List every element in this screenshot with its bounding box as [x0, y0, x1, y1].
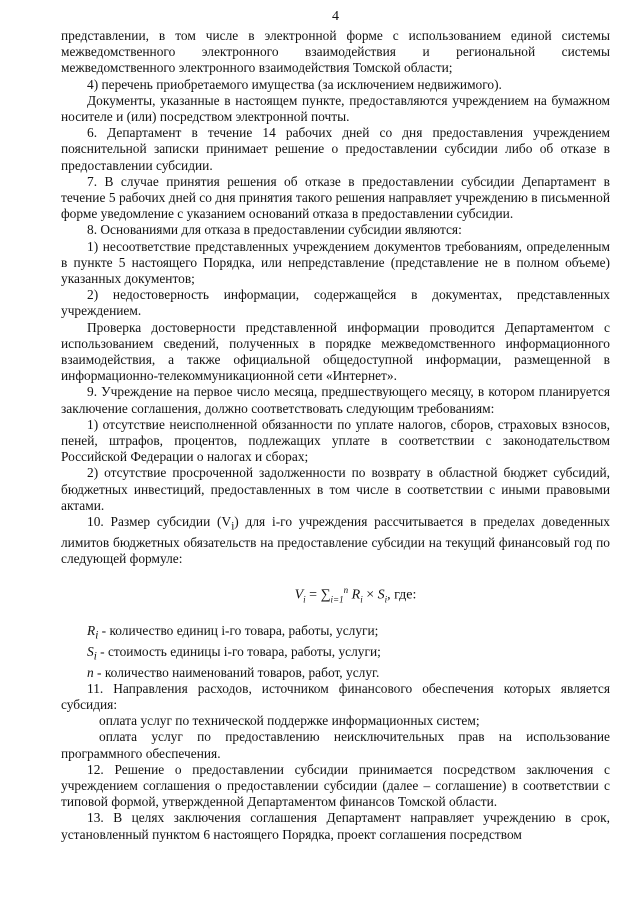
- formula-s: S: [377, 588, 385, 604]
- paragraph: оплата услуг по предоставлению неисключительных прав на использование программного обеспечения.: [61, 729, 610, 761]
- formula-sum-to: n: [343, 585, 349, 596]
- formula-v: V: [294, 588, 304, 604]
- page-number: 4: [332, 9, 339, 24]
- paragraph-text: 10. Размер субсидии (V: [87, 514, 232, 530]
- definition-r: [61, 623, 610, 644]
- paragraph: 9. Учреждение на первое число месяца, предшествующего месяцу, в котором планируется заключение соглашения, должно соответствовать следующим требованиям:: [61, 384, 610, 416]
- def-sub: i: [95, 629, 99, 642]
- def-symbol: S: [87, 643, 94, 659]
- definition-n: [61, 665, 610, 681]
- formula-v-sub: i: [303, 594, 306, 605]
- paragraph: 1) отсутствие неисполненной обязанности по уплате налогов, сборов, страховых взносов, пеней, штрафов, процентов, подлежащих уплате в соответствии с законодательством Российской Федерации о налогах и сборах;: [61, 416, 610, 465]
- paragraph: 7. В случае принятия решения об отказе в предоставлении субсидии Департамент в течение 5 рабочих дней со дня принятия такого решения направляет учреждению в письменной форме уведомление с указанием оснований отказа в предоставлении субсидии.: [61, 173, 610, 222]
- def-symbol: R: [87, 622, 96, 638]
- formula-sum-from: i=1: [330, 594, 344, 605]
- paragraph: 13. В целях заключения соглашения Департамент направляет учреждению в срок, установленный пунктом 6 настоящего Порядка, проект соглашения посредством: [61, 810, 610, 842]
- paragraph: 8. Основаниями для отказа в предоставлении субсидии являются:: [87, 222, 462, 238]
- paragraph: 1) несоответствие представленных учреждением документов требованиям, определенным в пункте 5 настоящего Порядка, или непредставление (представление не в полном объеме) указанных документов;: [61, 238, 610, 287]
- paragraph: 2) отсутствие просроченной задолженности по возврату в областной бюджет субсидий, бюджетных инвестиций, предоставленных в том числе в соответствии с иными правовыми актами.: [61, 465, 610, 513]
- definition-s: [61, 644, 610, 665]
- formula-s-sub: i: [384, 594, 388, 605]
- paragraph: 11. Направления расходов, источником финансового обеспечения которых является субсидия:: [61, 680, 610, 712]
- paragraph: представлении, в том числе в электронной форме с использованием единой системы межведомственного электронного взаимодействия и региональной системы межведомственного электронного взаимодействия Томской области;: [61, 28, 610, 76]
- def-text: - стоимость единицы i-го товара, работы, услуги;: [96, 643, 381, 659]
- formula-sum: ∑: [320, 588, 331, 604]
- paragraph: Проверка достоверности представленной информации проводится Департаментом с использованием сведений, полученных в порядке межведомственного информационного взаимодействия, а также официальной общедоступной информации, размещенной в информационно-телекоммуникационной сети «Интернет».: [61, 319, 610, 384]
- paragraph: Документы, указанные в настоящем пункте, предоставляются учреждением на бумажном носителе и (или) посредством электронной почты.: [61, 92, 610, 125]
- paragraph: 6. Департамент в течение 14 рабочих дней со дня предоставления учреждением пояснительной записки принимает решение о предоставлении субсидии либо об отказе в предоставлении субсидии.: [61, 125, 610, 173]
- def-text: - количество единиц i-го товара, работы, услуги;: [98, 622, 379, 638]
- paragraph: 12. Решение о предоставлении субсидии принимается посредством заключения с учреждением соглашения о предоставлении субсидии (далее – соглашение) в соответствии с типовой формой, утвержденной Департаментом финансов Томской области.: [61, 761, 610, 810]
- formula-tail: , где:: [387, 588, 417, 604]
- paragraph: 2) недостоверность информации, содержащейся в документах, представленных учреждением.: [61, 287, 610, 319]
- formula-eq: =: [305, 588, 321, 604]
- paragraph-text: ) для i-го учреждения рассчитывается в пределах доведенных лимитов бюджетных обязательств на предоставление субсидии на текущий финансовый год по следующей формуле:: [61, 514, 610, 567]
- def-sub: i: [93, 650, 97, 663]
- formula-r: R: [351, 588, 361, 604]
- formula-r-sub: i: [360, 594, 363, 605]
- def-text: - количество наименований товаров, работ, услуг.: [93, 664, 380, 680]
- document-body: [61, 28, 610, 843]
- formula-times: ×: [362, 588, 378, 604]
- paragraph: оплата услуг по технической поддержке информационных систем;: [99, 713, 480, 729]
- def-symbol: n: [87, 664, 94, 680]
- paragraph: 4) перечень приобретаемого имущества (за исключением недвижимого).: [87, 76, 502, 92]
- paragraph: [61, 514, 610, 567]
- subscript: i: [231, 520, 235, 533]
- subsidy-formula: [61, 581, 610, 608]
